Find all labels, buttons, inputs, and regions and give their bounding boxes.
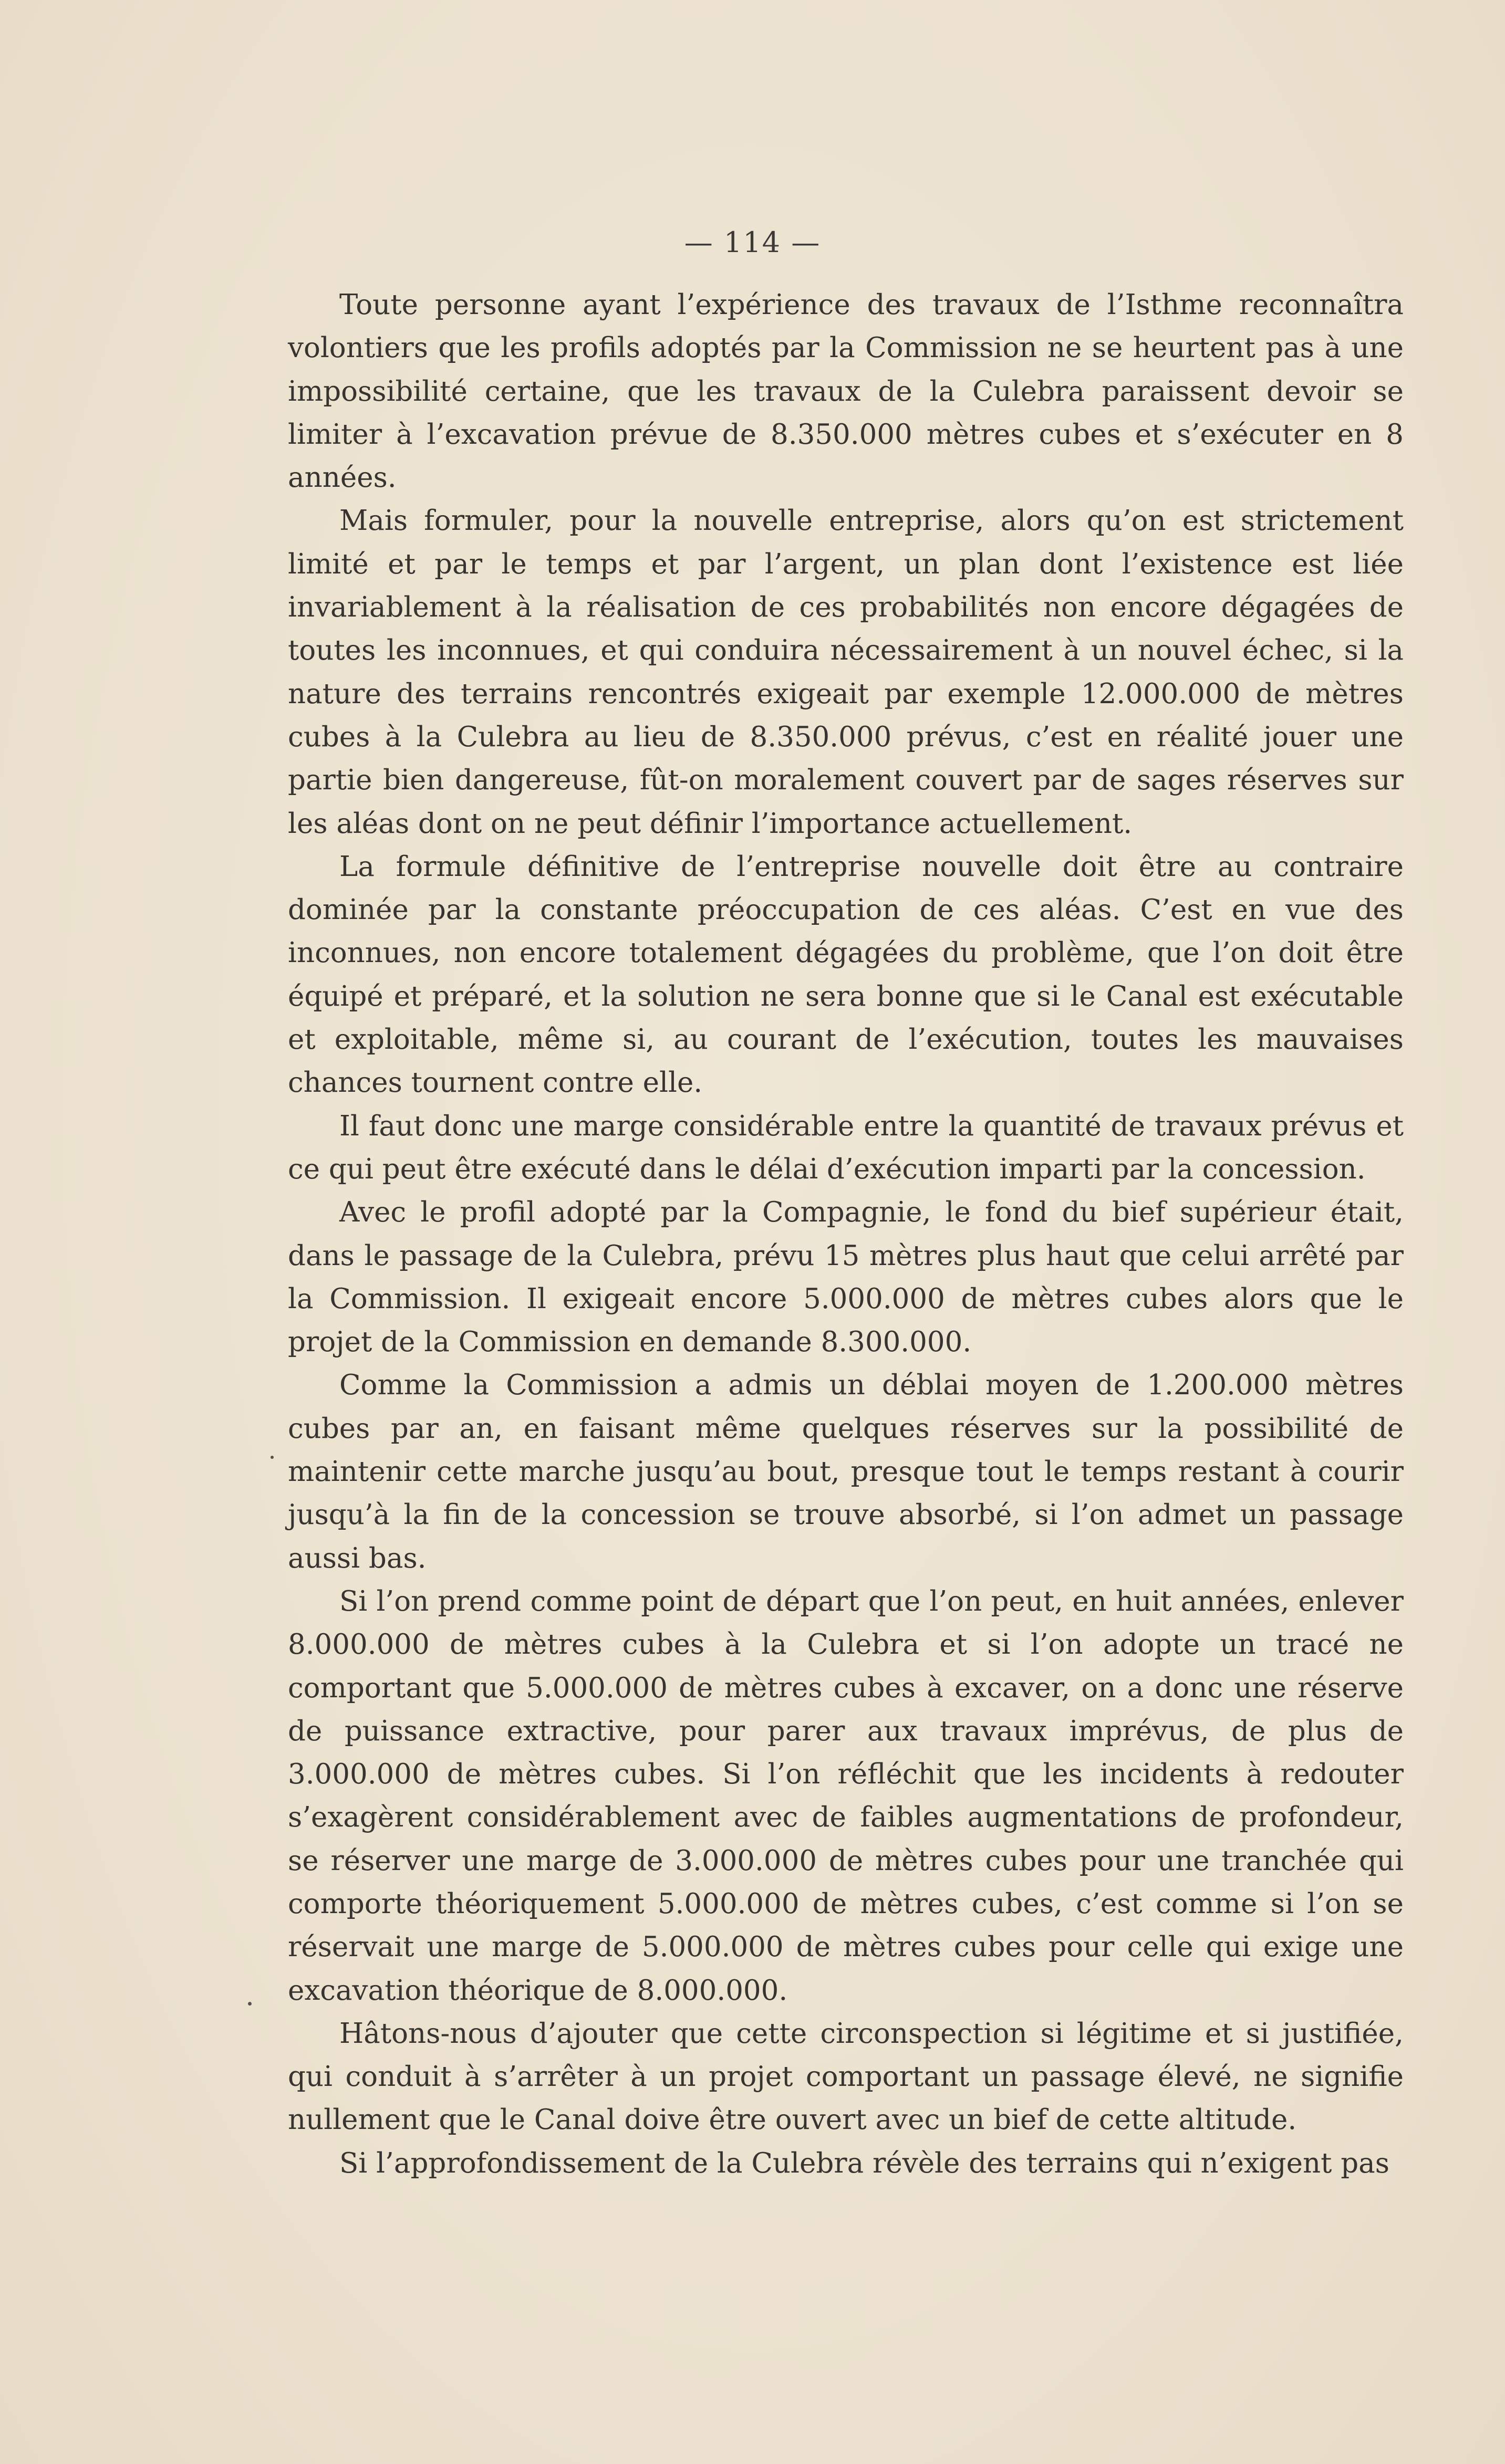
paragraph: La formule définitive de l’entreprise nouvelle doit être au contraire dominée par la constante préoccupation de ces aléas. C’est en vue des inconnues, non encore totalement dégagées du problème, que l’on doit être équipé et préparé, et la solution ne sera bonne que si le Canal est exécutable et exploitable, même si, au courant de l’exécution, toutes les mauvaises chances tournent contre elle. <box>288 850 1404 1099</box>
paragraph: Mais formuler, pour la nouvelle entreprise, alors qu’on est strictement limité et par le temps et par l’argent, un plan dont l’existence est liée invariablement à la réalisation de ces probabilités non encore dégagées de toutes les inconnues, et qui conduira nécessairement à un nouvel échec, si la nature des terrains rencontrés exigeait par exemple 12.000.000 de mètres cubes à la Culebra au lieu de 8.350.000 prévus, c’est en réalité jouer une partie bien dangereuse, fût-on moralement couvert par de sages réserves sur les aléas dont on ne peut définir l’importance actuellement. <box>288 505 1404 840</box>
paragraph: Si l’on prend comme point de départ que l’on peut, en huit années, enlever 8.000.000 de mètres cubes à la Culebra et si l’on adopte un tracé ne comportant que 5.000.000 de mètres cubes à excaver, on a donc une réserve de puissance extractive, pour parer aux travaux imprévus, de plus de 3.000.000 de mètres cubes. Si l’on réfléchit que les incidents à redouter s’exagèrent considérablement avec de faibles augmentations de profondeur, se réserver une marge de 3.000.000 de mètres cubes pour une tranchée qui comporte théoriquement 5.000.000 de mètres cubes, c’est comme si l’on se réservait une marge de 5.000.000 de mètres cubes pour celle qui exige une excavation théorique de 8.000.000. <box>288 1585 1404 2007</box>
paragraph: Hâtons-nous d’ajouter que cette circonspection si légitime et si justifiée, qui conduit à s’arrêter à un projet comportant un passage élevé, ne signifie nullement que le Canal doive être ouvert avec un bief de cette altitude. <box>288 2017 1404 2136</box>
paragraph: Si l’approfondissement de la Culebra révèle des terrains qui n’exigent pas <box>339 2147 1389 2179</box>
paragraph: Toute personne ayant l’expérience des travaux de l’Isthme reconnaîtra volontiers que les profils adoptés par la Commission ne se heurtent pas à une impossibilité certaine, que les travaux de la Culebra paraissent devoir se limiter à l’excavation prévue de 8.350.000 mètres cubes et s’exécuter en 8 années. <box>288 289 1404 494</box>
paragraph: Comme la Commission a admis un déblai moyen de 1.200.000 mètres cubes par an, en faisant même quelques réserves sur la possibilité de maintenir cette marche jusqu’au bout, presque tout le temps restant à courir jusqu’à la fin de la concession se trouve absorbé, si l’on admet un passage aussi bas. <box>288 1369 1404 1574</box>
paragraph: Avec le profil adopté par la Compagnie, le fond du bief supérieur était, dans le passage de la Culebra, prévu 15 mètres plus haut que celui arrêté par la Commission. Il exigeait encore 5.000.000 de mètres cubes alors que le projet de la Commission en demande 8.300.000. <box>288 1196 1404 1359</box>
paragraph: Il faut donc une marge considérable entre la quantité de travaux prévus et ce qui peut être exécuté dans le délai d’exécution imparti par la concession. <box>288 1110 1404 1185</box>
page-number: — 114 — <box>684 226 821 259</box>
body-text <box>288 284 1404 2185</box>
ink-speck <box>248 2002 252 2006</box>
ink-speck <box>271 1456 274 1459</box>
